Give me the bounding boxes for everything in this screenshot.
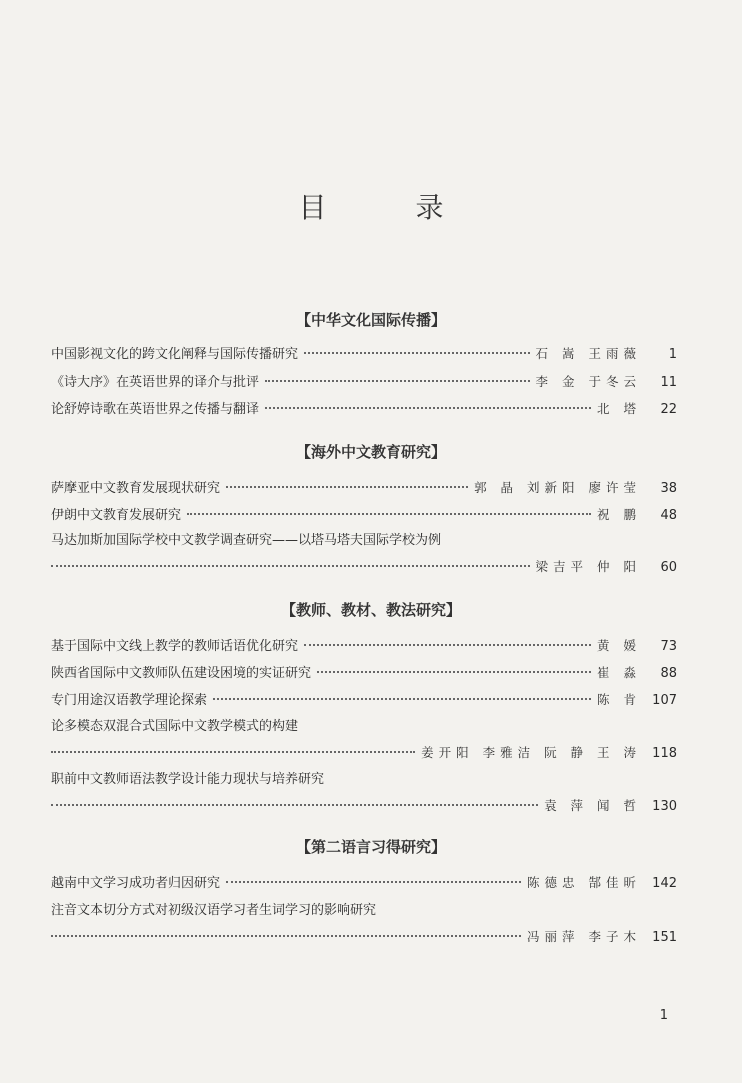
- dot-leader: [51, 804, 538, 806]
- page-number: 1: [659, 1008, 668, 1023]
- dot-leader: [317, 671, 591, 673]
- entry-authors: 黄 媛: [597, 638, 641, 653]
- toc-entry[interactable]: [51, 505, 677, 525]
- dot-leader: [51, 935, 521, 937]
- entry-page: 38: [660, 481, 677, 496]
- toc-entry[interactable]: [51, 478, 677, 498]
- dot-leader: [304, 352, 530, 354]
- entry-authors: 陈 肯: [597, 692, 641, 707]
- dot-leader: [226, 486, 468, 488]
- section-heading: 【海外中文教育研究】: [295, 443, 446, 461]
- entry-page: 48: [660, 508, 677, 523]
- dot-leader: [265, 380, 530, 382]
- dot-leader: [304, 644, 591, 646]
- entry-title: 萨摩亚中文教育发展现状研究: [51, 481, 221, 496]
- entry-authors: 陈德忠 郜佳昕: [527, 875, 641, 890]
- entry-page: 142: [652, 876, 677, 891]
- toc-entry[interactable]: [51, 927, 677, 947]
- entry-title: 伊朗中文教育发展研究: [51, 508, 182, 523]
- toc-entry[interactable]: [51, 399, 677, 419]
- entry-authors: 崔 淼: [597, 665, 641, 680]
- entry-title: 论舒婷诗歌在英语世界之传播与翻译: [51, 402, 260, 417]
- section-heading: 【教师、教材、教法研究】: [280, 601, 461, 619]
- entry-title: 《诗大序》在英语世界的译介与批评: [51, 375, 260, 390]
- entry-title[interactable]: 论多模态双混合式国际中文教学模式的构建: [51, 719, 299, 734]
- entry-title: 专门用途汉语教学理论探索: [51, 693, 208, 708]
- toc-entry[interactable]: [51, 873, 677, 893]
- section-heading: 【中华文化国际传播】: [295, 311, 446, 329]
- toc-entry[interactable]: [51, 344, 677, 364]
- toc-entry[interactable]: [51, 372, 677, 392]
- toc-entry[interactable]: [51, 743, 677, 763]
- dot-leader: [51, 565, 530, 567]
- entry-authors: 李 金 于冬云: [535, 374, 641, 389]
- entry-page: 118: [652, 746, 677, 761]
- entry-page: 60: [660, 560, 677, 575]
- entry-title[interactable]: 马达加斯加国际学校中文教学调查研究——以塔马塔夫国际学校为例: [51, 533, 442, 548]
- entry-page: 107: [652, 693, 677, 708]
- page-title: 目 录: [298, 191, 484, 224]
- entry-title: 陕西省国际中文教师队伍建设困境的实证研究: [51, 666, 312, 681]
- entry-page: 88: [660, 666, 677, 681]
- entry-title[interactable]: 职前中文教师语法教学设计能力现状与培养研究: [51, 772, 325, 787]
- section-heading: 【第二语言习得研究】: [295, 838, 446, 856]
- entry-authors: 姜开阳 李雅洁 阮 静 王 涛: [421, 745, 641, 760]
- entry-authors: 冯丽萍 李子木: [527, 929, 641, 944]
- entry-page: 11: [660, 375, 677, 390]
- entry-page: 73: [660, 639, 677, 654]
- entry-title[interactable]: 注音文本切分方式对初级汉语学习者生词学习的影响研究: [51, 903, 377, 918]
- toc-entry[interactable]: [51, 796, 677, 816]
- entry-title: 中国影视文化的跨文化阐释与国际传播研究: [51, 347, 299, 362]
- entry-page: 151: [652, 930, 677, 945]
- dot-leader: [226, 881, 521, 883]
- entry-page: 22: [660, 402, 677, 417]
- entry-authors: 北 塔: [597, 401, 641, 416]
- entry-authors: 祝 鹏: [597, 507, 641, 522]
- entry-page: 130: [652, 799, 677, 814]
- toc-entry[interactable]: [51, 636, 677, 656]
- toc-entry[interactable]: [51, 690, 677, 710]
- entry-authors: 石 嵩 王雨薇: [535, 346, 641, 361]
- entry-title: 越南中文学习成功者归因研究: [51, 876, 221, 891]
- entry-page: 1: [668, 347, 677, 362]
- toc-entry[interactable]: [51, 663, 677, 683]
- entry-authors: 郭 晶 刘新阳 廖许莹: [474, 480, 641, 495]
- entry-authors: 梁吉平 仲 阳: [535, 559, 641, 574]
- dot-leader: [265, 407, 591, 409]
- toc-entry[interactable]: [51, 557, 677, 577]
- dot-leader: [51, 751, 415, 753]
- entry-authors: 袁 萍 闻 哲: [544, 798, 641, 813]
- dot-leader: [213, 698, 591, 700]
- entry-title: 基于国际中文线上教学的教师话语优化研究: [51, 639, 299, 654]
- dot-leader: [187, 513, 591, 515]
